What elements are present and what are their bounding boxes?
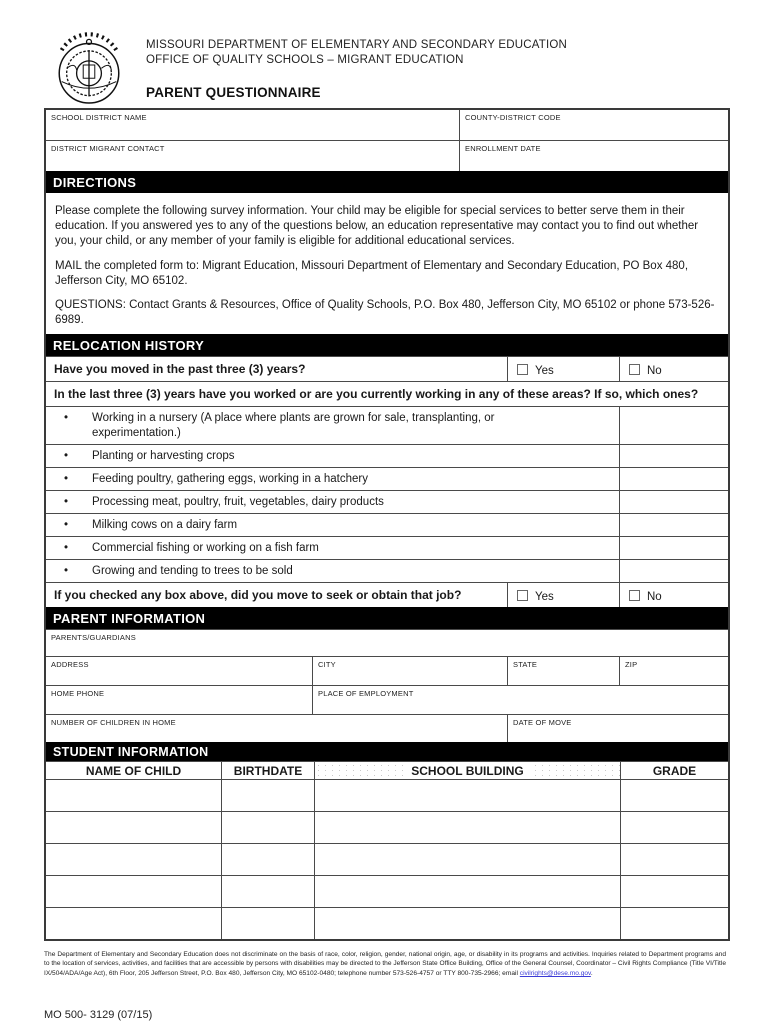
student-name-cell[interactable] — [46, 844, 221, 875]
zip-label: ZIP — [625, 660, 638, 670]
work-area-row — [46, 513, 728, 536]
missouri-state-seal-icon — [50, 22, 128, 108]
student-table-row — [46, 779, 728, 811]
no-label: No — [647, 590, 662, 603]
student-table-row — [46, 811, 728, 843]
directions-paragraph-1: Please complete the following survey information. Your child may be eligible for special services to better serve them in their education. If you answered yes to any of the questions below, an education representative may contact you to find out whether you, your child, or any member of your family is eligible for additional educational services. — [55, 205, 699, 248]
seek-job-yes-checkbox[interactable] — [517, 590, 528, 601]
form-number: MO 500- 3129 (07/15) — [44, 1009, 153, 1022]
work-area-item: • Processing meat, poultry, fruit, vegetables, dairy products — [64, 496, 384, 509]
student-birthdate-cell[interactable] — [221, 844, 314, 875]
bullet-icon: • — [64, 412, 69, 425]
city-label: CITY — [318, 660, 336, 670]
student-birthdate-cell[interactable] — [221, 812, 314, 843]
bullet-icon: • — [64, 565, 69, 578]
date-of-move-label: DATE OF MOVE — [513, 718, 572, 728]
relocation-history-section-bar: RELOCATION HISTORY — [46, 334, 728, 356]
work-area-row — [46, 467, 728, 490]
student-table-header-birthdate: BIRTHDATE — [221, 762, 314, 779]
work-area-item: • Feeding poultry, gathering eggs, working in a hatchery — [64, 473, 368, 486]
home-phone-field[interactable] — [46, 686, 312, 714]
page-header — [44, 24, 730, 108]
number-of-children-field[interactable] — [46, 715, 507, 742]
question-moved: Have you moved in the past three (3) years? — [54, 362, 306, 377]
work-area-item: • Milking cows on a dairy farm — [64, 519, 238, 532]
nondiscrimination-disclaimer: The Department of Elementary and Secondary Education does not discriminate on the basis of race, color, religion, gender, national origin, age, or disability in its programs and activities. Inquiries related to Department programs and to the location of services, activities, and facilities that are accessible by persons with disabilities may be directed to the Jefferson State Office Building, Office of the General Counsel, Coordinator – Civil Rights Compliance (Title VI/Title IX/504/ADA/Age Act), 6th Floor, 205 Jefferson Street, P.O. Box 480, Jefferson City, MO 65102-0480; telephone number 573-526-4757 or TTY 800-735-2966; email civilrights@dese.mo.gov. — [44, 950, 726, 978]
yes-label: Yes — [535, 364, 554, 377]
student-school-cell[interactable] — [314, 876, 620, 907]
state-label: STATE — [513, 660, 538, 670]
student-grade-cell[interactable] — [620, 812, 728, 843]
student-grade-cell[interactable] — [620, 876, 728, 907]
district-migrant-contact-label: DISTRICT MIGRANT CONTACT — [51, 144, 165, 153]
moved-yes-checkbox[interactable] — [517, 364, 528, 375]
office-name: OFFICE OF QUALITY SCHOOLS – MIGRANT EDUCATION — [146, 53, 464, 66]
enrollment-date-label: ENROLLMENT DATE — [465, 144, 541, 153]
zip-field[interactable] — [619, 657, 728, 685]
work-area-item: • Growing and tending to trees to be sold — [64, 565, 293, 578]
work-area-row — [46, 559, 728, 582]
work-area-item: • Commercial fishing or working on a fish farm — [64, 542, 319, 555]
student-table-header-school-building: SCHOOL BUILDING — [314, 762, 620, 779]
place-of-employment-label: PLACE OF EMPLOYMENT — [318, 689, 414, 699]
form-title: PARENT QUESTIONNAIRE — [146, 84, 321, 100]
place-of-employment-field[interactable] — [312, 686, 728, 714]
school-district-name-field[interactable] — [46, 110, 459, 140]
moved-no-checkbox[interactable] — [629, 364, 640, 375]
address-label: ADDRESS — [51, 660, 89, 670]
work-area-answer-cell[interactable] — [619, 468, 728, 490]
work-area-row — [46, 536, 728, 559]
bullet-icon: • — [64, 473, 69, 486]
parent-questionnaire-page — [44, 24, 730, 1021]
home-phone-label: HOME PHONE — [51, 689, 105, 699]
work-area-item: • Working in a nursery (A place where plants are grown for sale, transplanting, or experimentation.) — [64, 412, 495, 440]
work-area-row — [46, 406, 728, 444]
moved-no-option[interactable] — [619, 357, 728, 381]
date-of-move-field[interactable] — [507, 715, 728, 742]
moved-yes-option[interactable] — [507, 357, 619, 381]
seek-job-yes-option[interactable] — [507, 583, 619, 607]
number-of-children-label: NUMBER OF CHILDREN IN HOME — [51, 718, 176, 728]
directions-section-bar: DIRECTIONS — [46, 171, 728, 193]
work-area-answer-cell[interactable] — [619, 537, 728, 559]
work-area-answer-cell[interactable] — [619, 491, 728, 513]
enrollment-date-field[interactable] — [459, 141, 728, 171]
question-worked-areas: In the last three (3) years have you worked or are you currently working in any of these areas? If so, which ones? — [54, 387, 699, 402]
student-school-cell[interactable] — [314, 844, 620, 875]
student-grade-cell[interactable] — [620, 908, 728, 939]
school-district-name-label: SCHOOL DISTRICT NAME — [51, 113, 147, 122]
bullet-icon: • — [64, 450, 69, 463]
seek-job-no-checkbox[interactable] — [629, 590, 640, 601]
student-table-row — [46, 875, 728, 907]
bullet-icon: • — [64, 542, 69, 555]
student-name-cell[interactable] — [46, 780, 221, 811]
student-table-row — [46, 907, 728, 939]
student-grade-cell[interactable] — [620, 780, 728, 811]
work-area-answer-cell[interactable] — [619, 445, 728, 467]
parents-guardians-field[interactable] — [46, 630, 728, 656]
student-school-cell[interactable] — [314, 812, 620, 843]
question-seek-job: If you checked any box above, did you move to seek or obtain that job? — [54, 588, 462, 603]
student-name-cell[interactable] — [46, 812, 221, 843]
work-area-answer-cell[interactable] — [619, 560, 728, 582]
address-field[interactable] — [46, 657, 312, 685]
work-area-row — [46, 490, 728, 513]
student-birthdate-cell[interactable] — [221, 876, 314, 907]
bullet-icon: • — [64, 519, 69, 532]
directions-text — [46, 193, 728, 334]
student-table-header-name: NAME OF CHILD — [85, 763, 182, 778]
department-name: MISSOURI DEPARTMENT OF ELEMENTARY AND SECONDARY EDUCATION — [146, 39, 568, 51]
form-table — [44, 108, 730, 941]
student-name-cell[interactable] — [46, 908, 221, 939]
yes-label: Yes — [535, 590, 554, 603]
directions-paragraph-2: MAIL the completed form to: Migrant Education, Missouri Department of Elementary and Secondary Education, PO Box 480, Jefferson City, MO 65102. — [55, 259, 689, 287]
work-area-row — [46, 444, 728, 467]
student-birthdate-cell[interactable] — [221, 780, 314, 811]
student-school-cell[interactable] — [314, 908, 620, 939]
student-grade-cell[interactable] — [620, 844, 728, 875]
bullet-icon: • — [64, 496, 69, 509]
district-migrant-contact-field[interactable] — [46, 141, 459, 171]
work-area-answer-cell[interactable] — [619, 407, 728, 444]
no-label: No — [647, 364, 662, 377]
work-area-item: • Planting or harvesting crops — [64, 450, 235, 463]
student-information-section-bar: STUDENT INFORMATION — [46, 742, 728, 761]
student-name-cell[interactable] — [46, 876, 221, 907]
parent-information-section-bar: PARENT INFORMATION — [46, 607, 728, 629]
student-school-cell[interactable] — [314, 780, 620, 811]
student-table-row — [46, 843, 728, 875]
county-district-code-label: COUNTY-DISTRICT CODE — [465, 113, 561, 122]
directions-paragraph-3: QUESTIONS: Contact Grants & Resources, Office of Quality Schools, P.O. Box 480, Jefferson City, MO 65102 or phone 573-526-6989. — [55, 298, 715, 327]
county-district-code-field[interactable] — [459, 110, 728, 140]
student-birthdate-cell[interactable] — [221, 908, 314, 939]
city-field[interactable] — [312, 657, 507, 685]
state-field[interactable] — [507, 657, 619, 685]
seek-job-no-option[interactable] — [619, 583, 728, 607]
civil-rights-email-link[interactable]: civilrights@dese.mo.gov — [519, 970, 591, 978]
work-area-answer-cell[interactable] — [619, 514, 728, 536]
parents-guardians-label: PARENTS/GUARDIANS — [51, 633, 136, 643]
student-table-header-grade: GRADE — [620, 762, 728, 779]
